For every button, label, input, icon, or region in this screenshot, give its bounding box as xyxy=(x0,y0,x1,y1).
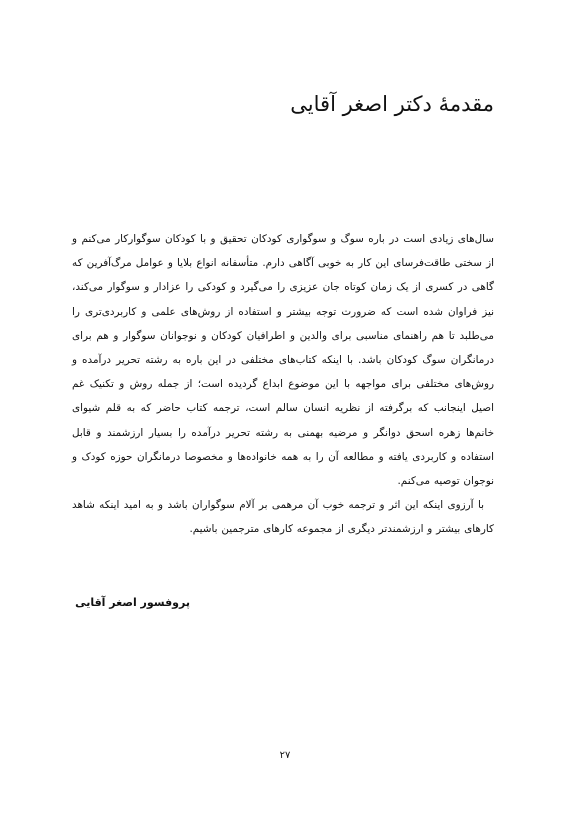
paragraph-1: سال‌های زیادی است در باره سوگ و سوگواری کودکان تحقیق و با کودکان سوگوارکار می‌کنم و از سختی طاقت‌فرسای این کار به خوبی آگاهی دارم. متأسفانه انواع بلایا و عوامل مرگ‌آفرین که گاهی در کسری از یک زمان کوتاه جان عزیزی را می‌گیرد و کودکی را عزادار و سوگوار می‌کند، نیز فراوان شده است که ضرورت توجه بیشتر و استفاده از روش‌های علمی و کاربردی‌تری را می‌طلبد تا هم راهنمای مناسبی برای والدین و اطرافیان کودکان و نوجوانان سوگوار و هم برای درمانگران سوگ کودکان باشد. با اینکه کتاب‌های مختلفی در این باره به رشته تحریر درآمده و روش‌های مختلفی برای مواجهه با این موضوع ابداع گردیده است؛ از جمله روش و تکنیک غم اصیل اینجانب که برگرفته از نظریه انسان سالم است، ترجمه کتاب حاضر که به قلم شیوای خانم‌ها زهره اسحق دوانگر و مرضیه بهمنی به رشته تحریر درآمده را بسیار ارزشمند و قابل استفاده و کاربردی یافته و مطالعه آن را به همه خانواده‌ها و مخصوصا درمانگران حوزه کودک و نوجوان توصیه می‌کنم. xyxy=(72,233,494,488)
body-text xyxy=(72,227,494,542)
signature: پروفسور اصغر آقایی xyxy=(75,596,190,609)
paragraph-2: با آرزوی اینکه این اثر و ترجمه خوب آن مرهمی بر آلام سوگواران باشد و به امید اینکه شاهد کارهای بیشتر و ارزشمندتر دیگری از مجموعه کارهای مترجمین باشیم. xyxy=(72,499,494,536)
page-number: ۲۷ xyxy=(279,750,291,761)
page-title: مقدمهٔ دکتر اصغر آقایی xyxy=(290,92,494,116)
